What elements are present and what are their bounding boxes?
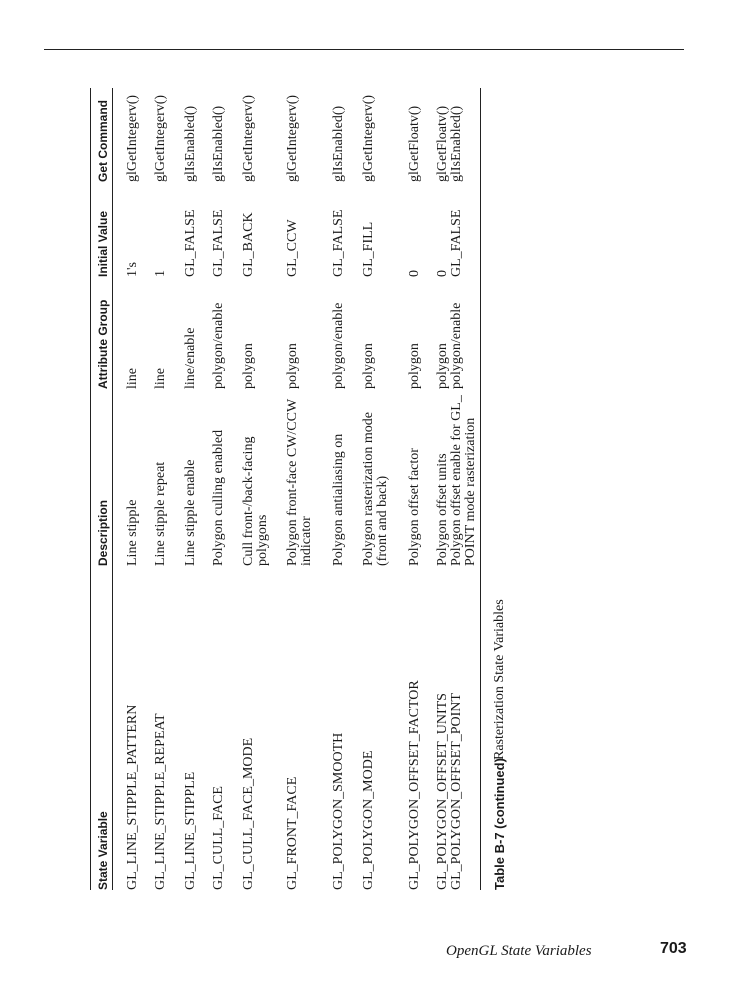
table-bottom-rule — [480, 88, 481, 890]
description-cell-line-2: polygons — [255, 514, 270, 566]
initial-value-cell: GL_FALSE — [183, 209, 198, 277]
get-command-cell: glGetIntegerv() — [361, 94, 376, 182]
initial-value-cell: GL_FALSE — [449, 209, 464, 277]
get-command-cell: glIsEnabled() — [449, 105, 464, 182]
state-variable-cell: GL_LINE_STIPPLE_REPEAT — [153, 713, 168, 890]
get-command-cell: glGetIntegerv() — [153, 94, 168, 182]
table-top-rule — [90, 88, 91, 890]
initial-value-cell: GL_FILL — [361, 221, 376, 277]
header-description: Description — [96, 499, 110, 566]
running-head: OpenGL State Variables — [446, 943, 592, 959]
initial-value-cell: GL_CCW — [285, 219, 300, 277]
get-command-cell: glIsEnabled() — [331, 105, 346, 182]
description-cell: Line stipple repeat — [153, 461, 168, 566]
state-variable-cell: GL_CULL_FACE — [211, 786, 226, 890]
attribute-group-cell: polygon — [241, 343, 256, 389]
state-variable-cell: GL_CULL_FACE_MODE — [241, 737, 256, 890]
header-state-variable: State Variable — [96, 811, 110, 890]
state-variable-cell: GL_POLYGON_SMOOTH — [331, 732, 346, 890]
description-cell: Line stipple enable — [183, 459, 198, 566]
table-caption-text: Rasterization State Variables — [492, 599, 507, 760]
get-command-cell: glIsEnabled() — [211, 105, 226, 182]
header-initial-value: Initial Value — [96, 210, 110, 277]
state-variable-cell: GL_POLYGON_OFFSET_POINT — [449, 693, 464, 890]
description-cell: Polygon front-face CW/CCW — [285, 398, 300, 566]
state-variable-cell: GL_POLYGON_MODE — [361, 750, 376, 890]
attribute-group-cell: polygon — [407, 343, 422, 389]
state-variable-cell: GL_LINE_STIPPLE_PATTERN — [125, 704, 140, 890]
initial-value-cell: 0 — [435, 270, 450, 277]
get-command-cell: glGetIntegerv() — [285, 94, 300, 182]
get-command-cell: glIsEnabled() — [183, 105, 198, 182]
initial-value-cell: 1 — [153, 270, 168, 277]
description-cell: Polygon offset enable for GL_ — [449, 395, 464, 566]
attribute-group-cell: line — [153, 368, 168, 389]
description-cell-line-2: (front and back) — [375, 475, 390, 566]
initial-value-cell: 1's — [125, 262, 140, 277]
attribute-group-cell: polygon/enable — [331, 302, 346, 389]
attribute-group-cell: line — [125, 368, 140, 389]
get-command-cell: glGetIntegerv() — [241, 94, 256, 182]
initial-value-cell: 0 — [407, 270, 422, 277]
description-cell: Cull front-/back-facing — [241, 436, 256, 566]
attribute-group-cell: polygon/enable — [211, 302, 226, 389]
rotated-table-page — [0, 70, 734, 890]
state-variable-cell: GL_LINE_STIPPLE — [183, 771, 198, 890]
initial-value-cell: GL_FALSE — [331, 209, 346, 277]
initial-value-cell: GL_FALSE — [211, 209, 226, 277]
table-caption-label: Table B-7 (continued) — [492, 758, 507, 890]
description-cell: Polygon rasterization mode — [361, 412, 376, 566]
get-command-cell: glGetIntegerv() — [125, 94, 140, 182]
get-command-cell: glGetFloatv() — [435, 105, 450, 182]
state-variable-cell: GL_POLYGON_OFFSET_UNITS — [435, 693, 450, 890]
state-variable-cell: GL_FRONT_FACE — [285, 776, 300, 890]
description-cell: Polygon antialiasing on — [331, 433, 346, 566]
description-cell: Line stipple — [125, 499, 140, 566]
attribute-group-cell: polygon/enable — [449, 302, 464, 389]
header-attribute-group: Attribute Group — [96, 299, 110, 389]
state-variable-cell: GL_POLYGON_OFFSET_FACTOR — [407, 680, 422, 890]
page-number: 703 — [660, 940, 687, 957]
header-get-command: Get Command — [96, 99, 110, 182]
attribute-group-cell: polygon — [285, 343, 300, 389]
attribute-group-cell: line/enable — [183, 327, 198, 389]
description-cell-line-2: indicator — [299, 516, 314, 566]
description-cell: Polygon culling enabled — [211, 429, 226, 566]
page-top-rule — [44, 49, 684, 50]
attribute-group-cell: polygon — [361, 343, 376, 389]
description-cell: Polygon offset units — [435, 453, 450, 566]
get-command-cell: glGetFloatv() — [407, 105, 422, 182]
description-cell: Polygon offset factor — [407, 448, 422, 566]
table-header-rule — [112, 88, 113, 890]
description-cell-line-2: POINT mode rasterization — [463, 417, 478, 566]
attribute-group-cell: polygon — [435, 343, 450, 389]
initial-value-cell: GL_BACK — [241, 212, 256, 277]
